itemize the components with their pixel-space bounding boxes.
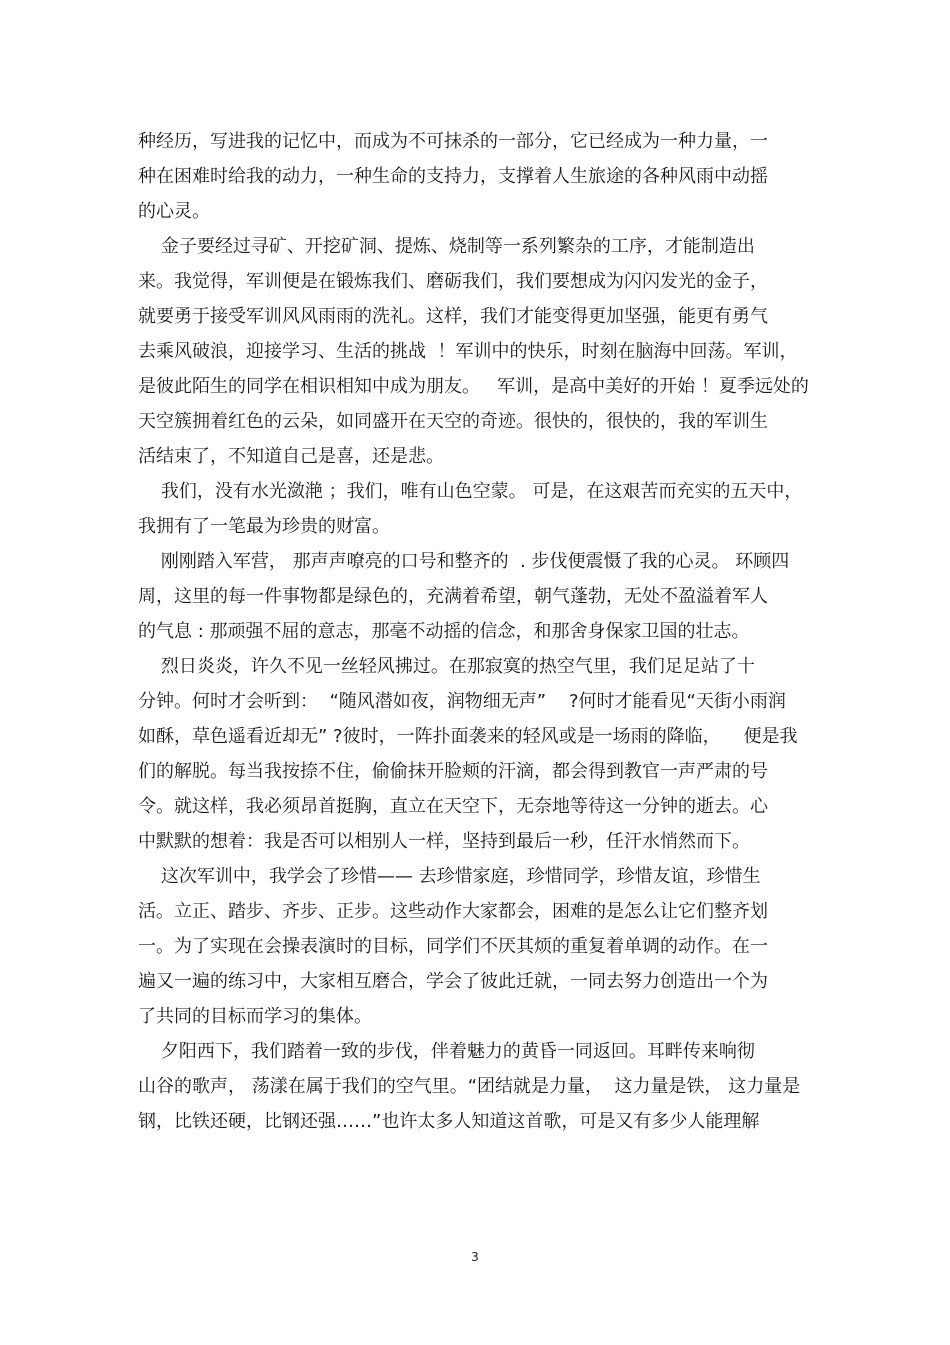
text-line: 这次军训中，我学会了珍惜—— 去珍惜家庭，珍惜同学，珍惜友谊，珍惜生	[138, 866, 761, 887]
text-line: 种在困难时给我的动力，一种生命的支持力，支撑着人生旅途的各种风雨中动摇	[138, 166, 768, 187]
text-line: 的气息 : 那顽强不屈的意志，那毫不动摇的信念，和那舍身保家卫国的壮志。	[138, 621, 750, 642]
text-line: 金子要经过寻矿、开挖矿洞、提炼、烧制等一系列繁杂的工序，才能制造出	[138, 236, 755, 257]
text-line: 了共同的目标而学习的集体。	[138, 1006, 372, 1027]
body-text	[138, 124, 818, 1139]
text-line: 山谷的歌声， 荡漾在属于我们的空气里。“团结就是力量， 这力量是铁， 这力量是	[138, 1076, 801, 1097]
text-line: 我拥有了一笔最为珍贵的财富。	[138, 516, 390, 537]
text-line: 刚刚踏入军营， 那声声嘹亮的口号和整齐的 . 步伐便震慑了我的心灵。 环顾四	[138, 551, 790, 572]
text-line: 分钟。何时才会听到： “随风潜如夜，润物细无声” ?何时才能看见“天街小雨润	[138, 691, 786, 712]
text-line: 是彼此陌生的同学在相识相知中成为朋友。 军训，是高中美好的开始 ！夏季远处的	[138, 376, 809, 397]
text-line: 周，这里的每一件事物都是绿色的，充满着希望，朝气蓬勃，无处不盈溢着军人	[138, 586, 768, 607]
text-line: 的心灵。	[138, 201, 210, 222]
text-line: 遍又一遍的练习中，大家相互磨合，学会了彼此迁就，一同去努力创造出一个为	[138, 971, 768, 992]
text-line: 如酥，草色遥看近却无” ?彼时，一阵扑面袭来的轻风或是一场雨的降临， 便是我	[138, 726, 798, 747]
text-line: 钢，比铁还硬，比钢还强……”也许太多人知道这首歌，可是又有多少人能理解	[138, 1111, 760, 1132]
text-line: 就要勇于接受军训风风雨雨的洗礼。这样，我们才能变得更加坚强，能更有勇气	[138, 306, 768, 327]
text-line: 们的解脱。每当我按捺不住，偷偷抹开脸颊的汗滴，都会得到教官一声严肃的号	[138, 761, 768, 782]
text-line: 活结束了，不知道自己是喜，还是悲。	[138, 446, 444, 467]
text-line: 种经历，写进我的记忆中，而成为不可抹杀的一部分，它已经成为一种力量，一	[138, 131, 768, 152]
text-line: 天空簇拥着红色的云朵，如同盛开在天空的奇迹。很快的，很快的，我的军训生	[138, 411, 768, 432]
text-line: 烈日炎炎，许久不见一丝轻风拂过。在那寂寞的热空气里，我们足足站了十	[138, 656, 755, 677]
text-line: 中默默的想着：我是否可以相别人一样，坚持到最后一秒，任汗水悄然而下。	[138, 831, 750, 852]
page-number: 3	[471, 1250, 479, 1264]
text-line: 夕阳西下，我们踏着一致的步伐，伴着魅力的黄昏一同返回。耳畔传来响彻	[138, 1041, 755, 1062]
text-line: 一。为了实现在会操表演时的目标，同学们不厌其烦的重复着单调的动作。在一	[138, 936, 768, 957]
text-line: 来。我觉得，军训便是在锻炼我们、磨砺我们，我们要想成为闪闪发光的金子，	[138, 271, 768, 292]
text-line: 去乘风破浪，迎接学习、生活的挑战 ！军训中的快乐，时刻在脑海中回荡。军训，	[138, 341, 798, 362]
text-line: 活。立正、踏步、齐步、正步。这些动作大家都会，困难的是怎么让它们整齐划	[138, 901, 768, 922]
text-line: 令。就这样，我必须昂首挺胸，直立在天空下，无奈地等待这一分钟的逝去。心	[138, 796, 768, 817]
text-line: 我们，没有水光潋滟 ；我们，唯有山色空蒙。 可是，在这艰苦而充实的五天中，	[138, 481, 803, 502]
